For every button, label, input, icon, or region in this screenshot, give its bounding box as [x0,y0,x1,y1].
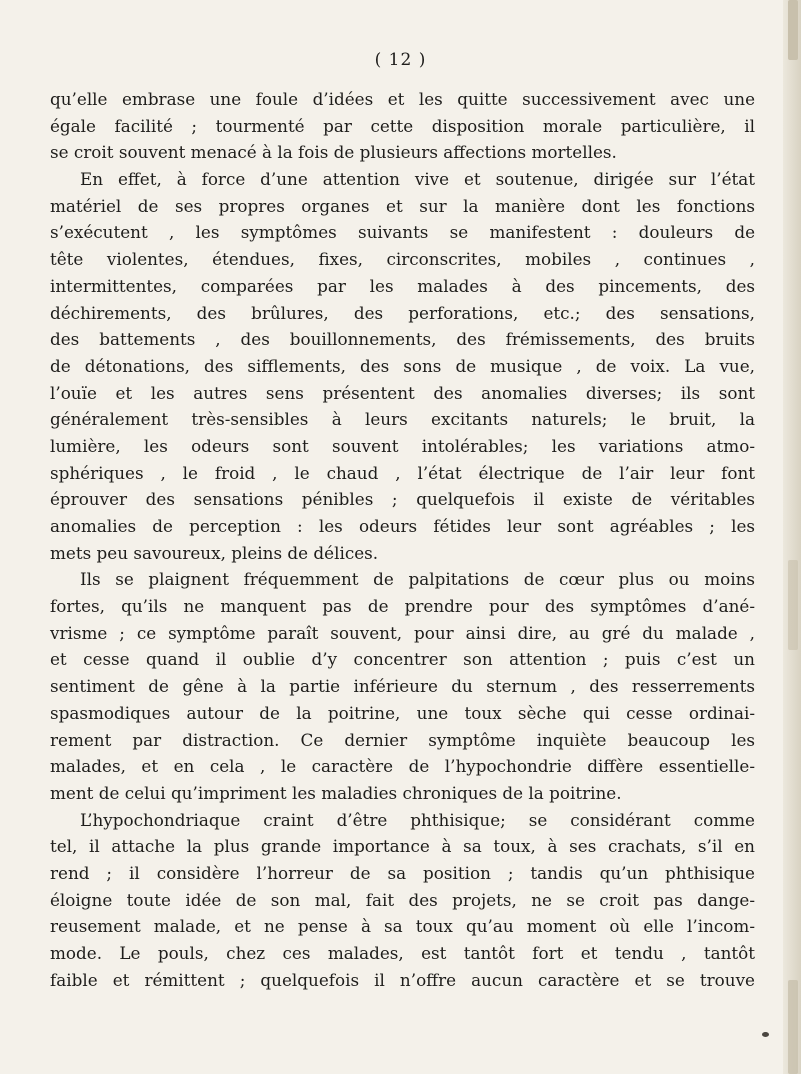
text-line: généralement très-sensibles à leurs excitants naturels; le bruit, la [50,409,755,430]
paragraph [50,166,755,566]
text-line: éprouver des sensations pénibles ; quelquefois il existe de véritables [50,489,755,510]
text-line: reusement malade, et ne pense à sa toux qu’au moment où elle l’incom- [50,916,755,937]
text-line: éloigne toute idée de son mal, fait des projets, ne se croit pas dange- [50,889,755,910]
text-line: mode. Le pouls, chez ces malades, est tantôt fort et tendu , tantôt [50,943,755,963]
paragraph [50,86,755,166]
text-line: rement par distraction. Ce dernier symptôme inquiète beaucoup les [50,729,755,750]
text-line: tel, il attache la plus grande importance à sa toux, à ses crachats, s’il en [50,836,755,857]
body-text [50,86,755,993]
text-line: vrisme ; ce symptôme paraît souvent, pour ainsi dire, au gré du malade , [50,622,755,643]
text-line: malades, et en cela , le caractère de l’hypochondrie diffère essentielle- [50,756,755,777]
text-line: matériel de ses propres organes et sur la manière dont les fonctions [50,195,755,216]
text-line: déchirements, des brûlures, des perforations, etc.; des sensations, [50,302,755,323]
text-line: mets peu savoureux, pleins de délices. [50,542,379,563]
text-line: s’exécutent , les symptômes suivants se manifestent : douleurs de [50,222,755,243]
text-line: faible et rémittent ; quelquefois il n’offre aucun caractère et se trouve [50,969,755,990]
text-line: spasmodiques autour de la poitrine, une toux sèche qui cesse ordinai- [50,702,755,723]
text-line: égale facilité ; tourmenté par cette disposition morale particulière, il [50,115,755,136]
text-line: de détonations, des sifflements, des sons de musique , de voix. La vue, [50,355,755,376]
text-line: L’hypochondriaque craint d’être phthisique; se considérant comme [80,809,755,830]
text-line: sphériques , le froid , le chaud , l’état électrique de l’air leur font [50,462,755,483]
text-line: En effet, à force d’une attention vive et soutenue, dirigée sur l’état [80,169,755,190]
text-line: fortes, qu’ils ne manquent pas de prendre pour des symptômes d’ané- [50,596,755,617]
text-line: qu’elle embrase une foule d’idées et les quitte successivement avec une [50,89,755,109]
paragraph [50,566,755,806]
paragraph [50,807,755,994]
text-line: se croit souvent menacé à la fois de plusieurs affections mortelles. [50,142,617,163]
text-line: anomalies de perception : les odeurs fétides leur sont agréables ; les [50,516,755,536]
text-line: des battements , des bouillonnements, des frémissements, des bruits [50,329,755,350]
text-line: l’ouïe et les autres sens présentent des anomalies diverses; ils sont [50,382,755,403]
text-line: Ils se plaignent fréquemment de palpitations de cœur plus ou moins [80,569,755,590]
page-edge [783,0,801,1074]
text-line: ment de celui qu’impriment les maladies chroniques de la poitrine. [50,782,622,803]
page-number: ( 12 ) [374,50,427,70]
text-line: intermittentes, comparées par les malades à des pincements, des [50,275,755,296]
text-line: rend ; il considère l’horreur de sa position ; tandis qu’un phthisique [50,862,755,883]
text-line: tête violentes, étendues, fixes, circonscrites, mobiles , continues , [50,249,755,270]
ink-spot [762,1032,769,1037]
text-line: et cesse quand il oublie d’y concentrer son attention ; puis c’est un [50,649,755,670]
text-line: sentiment de gêne à la partie inférieure du sternum , des resserrements [50,676,755,697]
text-line: lumière, les odeurs sont souvent intolérables; les variations atmo- [50,435,755,456]
